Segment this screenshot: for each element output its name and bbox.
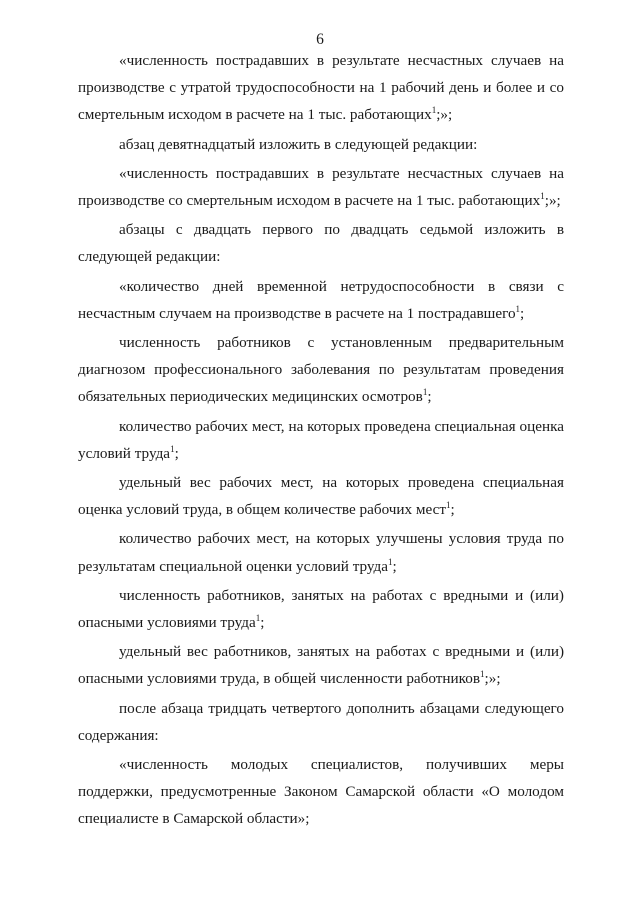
paragraph-tail: ;»; xyxy=(436,106,453,124)
footnote-marker: 1 xyxy=(540,191,545,202)
footnote-marker: 1 xyxy=(388,556,393,567)
paragraph-text: «численность пострадавших в результате несчастных случаев на производстве со смертельным исходом в расчете на 1 тыс. работающих xyxy=(78,164,564,210)
footnote-marker: 1 xyxy=(480,669,485,680)
paragraph-text: абзацы с двадцать первого по двадцать седьмой изложить в следующей редакции: xyxy=(78,221,564,266)
paragraph-tail: ; xyxy=(392,557,397,575)
paragraph-text: удельный вес работников, занятых на работах с вредными и (или) опасными условиями труда, в общей численности работников xyxy=(78,643,564,688)
paragraph xyxy=(78,413,564,467)
paragraph-tail: ; xyxy=(427,388,432,406)
paragraph-tail: ; xyxy=(174,444,179,462)
footnote-marker: 1 xyxy=(446,500,451,511)
paragraph-tail: ; xyxy=(450,501,455,519)
paragraph xyxy=(78,638,564,692)
paragraph-text: «численность пострадавших в результате несчастных случаев на производстве с утратой трудоспособности на 1 рабочий день и более и со смертельным исходом в расчете на 1 тыс. работающих xyxy=(78,52,564,124)
paragraph xyxy=(78,329,564,411)
footnote-marker: 1 xyxy=(515,303,521,314)
paragraph-text: численность работников с установленным предварительным диагнозом профессионального заболевания по результатам проведения обязательных периодических медицинских осмотров xyxy=(78,334,564,406)
paragraph-tail: ; xyxy=(260,614,265,632)
paragraph xyxy=(78,469,564,523)
document-body xyxy=(78,47,564,835)
footnote-marker: 1 xyxy=(170,443,175,454)
paragraph-text: «количество дней временной нетрудоспособности в связи с несчастным случаем на производстве в расчете на 1 пострадавшего xyxy=(78,277,564,322)
footnote-marker: 1 xyxy=(255,613,261,624)
paragraph xyxy=(78,131,564,158)
paragraph xyxy=(78,216,564,270)
paragraph-text: численность работников, занятых на работах с вредными и (или) опасными условиями труда xyxy=(78,586,564,632)
page-number: 6 xyxy=(316,31,324,48)
footnote-marker: 1 xyxy=(422,387,428,398)
paragraph-text: удельный вес рабочих мест, на которых проведена специальная оценка условий труда, в общем количестве рабочих мест xyxy=(78,474,564,519)
paragraph xyxy=(78,47,564,129)
paragraph xyxy=(78,751,564,833)
paragraph-tail: ;»; xyxy=(544,192,561,210)
paragraph xyxy=(78,695,564,749)
paragraph xyxy=(78,273,564,327)
paragraph-text: «численность молодых специалистов, получивших меры поддержки, предусмотренные Законом Самарской области «О молодом специалисте в Самарской области»; xyxy=(78,756,564,828)
paragraph-text: после абзаца тридцать четвертого дополнить абзацами следующего содержания: xyxy=(78,699,564,744)
footnote-marker: 1 xyxy=(431,105,437,116)
paragraph-tail: ; xyxy=(520,304,525,322)
paragraph xyxy=(78,582,564,636)
paragraph-tail: ;»; xyxy=(484,670,501,688)
paragraph xyxy=(78,525,564,579)
paragraph-text: количество рабочих мест, на которых проведена специальная оценка условий труда xyxy=(78,417,564,462)
paragraph xyxy=(78,160,564,214)
paragraph-text: абзац девятнадцатый изложить в следующей редакции: xyxy=(119,135,478,153)
paragraph-text: количество рабочих мест, на которых улучшены условия труда по результатам специальной оценки условий труда xyxy=(78,530,564,575)
